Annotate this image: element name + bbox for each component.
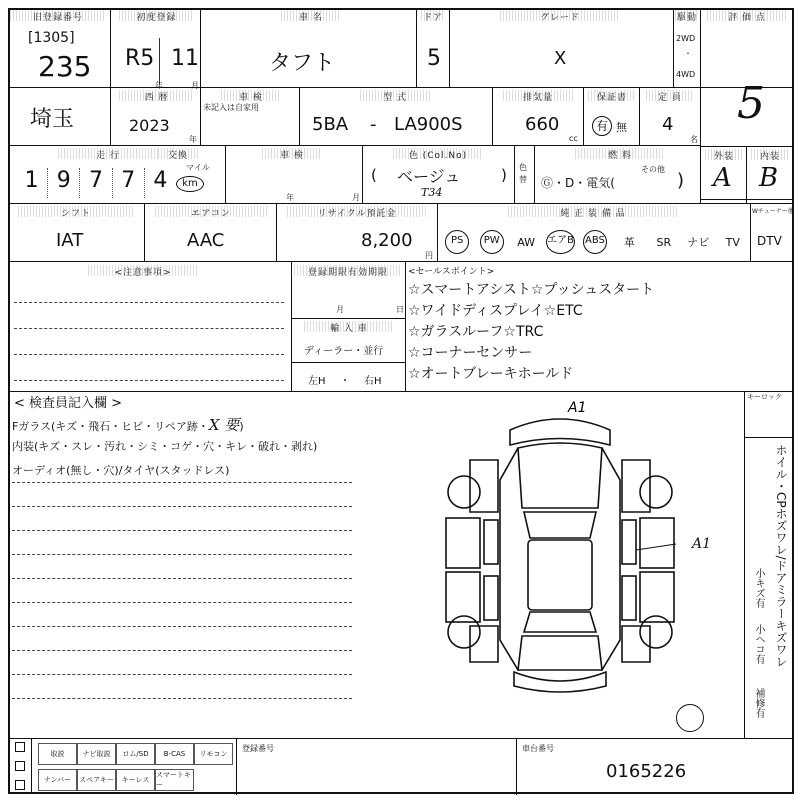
model-year-cell bbox=[111, 88, 201, 146]
prev-reg-label: 旧登録番号 bbox=[10, 10, 106, 21]
checks-row1 bbox=[38, 743, 233, 765]
footer-check-item[interactable]: リモコン bbox=[194, 743, 233, 765]
inspector-line bbox=[12, 650, 352, 651]
reg-day-unit: 日 bbox=[396, 305, 404, 314]
equipment-item: TV bbox=[725, 235, 740, 249]
meter-exchange-label: 交換 bbox=[158, 148, 198, 159]
lot-number: 235 bbox=[38, 50, 92, 83]
checks-row2 bbox=[38, 769, 194, 791]
damage-mark-front: A1 bbox=[568, 400, 587, 416]
displacement-cell bbox=[493, 88, 584, 146]
color-cell: 色 (Col.No) ( ベージュ ) T34 bbox=[363, 146, 515, 204]
inspector-line bbox=[12, 578, 352, 579]
steering-right: 右H bbox=[364, 376, 382, 387]
score-label: 評 価 点 bbox=[707, 10, 787, 21]
inspection2-cell bbox=[226, 146, 363, 204]
capacity-cell bbox=[640, 88, 701, 146]
model-year-label: 西 暦 bbox=[119, 90, 194, 101]
inspector-line bbox=[12, 506, 352, 507]
damage-mark-side: A1 bbox=[692, 536, 712, 552]
capacity-unit: 名 bbox=[690, 135, 698, 144]
doors: 5 bbox=[427, 46, 441, 71]
repair: 補修有 bbox=[753, 688, 764, 718]
shift: IAT bbox=[56, 230, 84, 251]
keylock-cell bbox=[745, 392, 794, 438]
inspector-line1 bbox=[12, 414, 244, 435]
color-change-cell bbox=[515, 146, 535, 204]
drive-2wd: 2WD bbox=[676, 34, 696, 43]
aircon-cell bbox=[145, 204, 277, 262]
footer-check-item[interactable]: ナビ取説 bbox=[77, 743, 116, 765]
footer-check-item[interactable]: スマートキー bbox=[155, 769, 194, 791]
inspector-line bbox=[12, 602, 352, 603]
sales-point: ☆コーナーセンサー bbox=[408, 345, 533, 361]
equipment-item: PW bbox=[474, 224, 508, 260]
small-scratch: 小キズ有 bbox=[753, 568, 764, 608]
inspector-line bbox=[12, 530, 352, 531]
sales-points-cell bbox=[406, 262, 794, 392]
equipment-item: PS bbox=[440, 224, 474, 260]
tuner-cell bbox=[751, 204, 794, 262]
fglass-close: ) bbox=[239, 420, 244, 433]
sales-point: ☆スマートアシスト☆プッシュスタート bbox=[408, 282, 655, 298]
reg-period-label: 登録期限有効期限 bbox=[294, 265, 402, 276]
displacement: 660 bbox=[525, 114, 560, 135]
doors-label: ドア bbox=[421, 10, 445, 21]
type-prefix: 5BA bbox=[312, 114, 349, 135]
inspector-line2: 内装(キズ・スレ・汚れ・シミ・コゲ・穴・キレ・破れ・剥れ) bbox=[12, 440, 318, 453]
interior-grade: B bbox=[759, 163, 779, 193]
shift-label: シフト bbox=[18, 206, 134, 217]
type-label: 型 式 bbox=[360, 90, 430, 101]
displacement-unit: cc bbox=[569, 134, 578, 143]
sales-points-list bbox=[408, 280, 788, 385]
aircon: AAC bbox=[187, 230, 225, 251]
spare-tire bbox=[676, 704, 704, 732]
checkbox-2[interactable] bbox=[15, 761, 25, 771]
fglass-mark: X 要 bbox=[208, 416, 240, 434]
interior-cell bbox=[747, 146, 794, 204]
equipment-item: エアB bbox=[543, 224, 577, 260]
grade-label: グレード bbox=[500, 10, 620, 21]
grade-cell bbox=[450, 8, 674, 88]
exterior-cell bbox=[701, 146, 747, 204]
capacity: 4 bbox=[662, 114, 674, 135]
reg-month: 11 bbox=[171, 46, 199, 71]
fglass-options: Fガラス(キズ・飛石・ヒビ・リペア跡・ bbox=[12, 420, 209, 433]
footer-check-item[interactable]: 取説 bbox=[38, 743, 77, 765]
front-bumper bbox=[510, 419, 610, 445]
fuel-close: ) bbox=[677, 170, 685, 191]
model-year-unit: 年 bbox=[189, 135, 197, 144]
footer bbox=[8, 738, 794, 794]
inspection2-label: 車 検 bbox=[262, 148, 322, 159]
mileage-digit: 4 bbox=[153, 168, 168, 193]
drive-sep: ・ bbox=[684, 49, 692, 58]
recycle-label: リサイクル預託金 bbox=[287, 206, 427, 217]
tuner-label: Wチューナー他 bbox=[752, 208, 794, 215]
reg-month-unit: 月 bbox=[336, 305, 344, 314]
equipment-label: 純 正 装 備 品 bbox=[508, 206, 678, 217]
inspector-line bbox=[12, 626, 352, 627]
footer-check-item[interactable]: ナンバー bbox=[38, 769, 77, 791]
steering-sep: ・ bbox=[340, 376, 350, 387]
equipment-item: SR bbox=[656, 235, 672, 249]
inspection2-month-unit: 月 bbox=[352, 193, 360, 202]
warranty-cell bbox=[584, 88, 640, 146]
steering-left: 左H bbox=[308, 376, 326, 387]
equipment-item: ナビ bbox=[687, 236, 710, 249]
inspector-title: < 検査員記入欄 > bbox=[14, 396, 123, 411]
displacement-label: 排気量 bbox=[503, 90, 573, 101]
equipment-item: ABS bbox=[578, 224, 612, 260]
doors-cell bbox=[417, 8, 450, 88]
mileage-digit: 7 bbox=[113, 168, 145, 198]
warranty-no: 無 bbox=[616, 121, 627, 134]
inspector-line3: オーディオ(無し・穴)/タイヤ(スタッドレス) bbox=[12, 464, 230, 477]
type-dash: - bbox=[370, 114, 377, 135]
sales-point: ☆ワイドディスプレイ☆ETC bbox=[408, 303, 583, 319]
inspection-label: 車 検 bbox=[221, 90, 281, 101]
caution-cell bbox=[8, 262, 292, 392]
shift-cell bbox=[8, 204, 145, 262]
fuel-label: 燃 料 bbox=[575, 148, 665, 159]
region: 埼玉 bbox=[30, 107, 75, 132]
caution-label: <注意事項> bbox=[88, 265, 198, 276]
footer-checkboxes bbox=[8, 738, 32, 794]
recycle-unit: 円 bbox=[425, 251, 433, 260]
type-model: LA900S bbox=[394, 114, 463, 135]
tuner: DTV bbox=[757, 234, 782, 248]
recycle-cell bbox=[277, 204, 438, 262]
unit-mile: マイル bbox=[186, 163, 210, 172]
fuel-cell bbox=[535, 146, 701, 204]
fuel-other: その他 bbox=[641, 165, 665, 174]
fuel-options: Ⓖ・D・電気( bbox=[541, 176, 615, 190]
color-label: 色 (Col.No) bbox=[393, 148, 483, 159]
car-name-cell bbox=[201, 8, 417, 88]
checkbox-3[interactable] bbox=[15, 780, 25, 790]
equipment-cell bbox=[438, 204, 751, 262]
equipment-list bbox=[440, 224, 750, 260]
keylock-label: キーロック bbox=[747, 393, 782, 401]
recycle: 8,200 bbox=[361, 230, 413, 251]
inspector-line bbox=[12, 698, 352, 699]
mileage-digit: 1 bbox=[16, 168, 48, 198]
first-reg-label: 初度登録 bbox=[119, 10, 194, 21]
aircon-label: エアコン bbox=[155, 206, 267, 217]
equipment-item: 革 bbox=[623, 236, 635, 249]
chassis-label: 車台番号 bbox=[522, 744, 554, 753]
inspector-line bbox=[12, 554, 352, 555]
mileage-digits bbox=[16, 168, 176, 198]
footer-check-item[interactable]: ロム/SD bbox=[116, 743, 155, 765]
exterior-label: 外装 bbox=[705, 149, 743, 160]
first-reg-cell bbox=[111, 8, 201, 88]
lot-bracket: [1305] bbox=[28, 30, 75, 46]
small-dent: 小ヘコ有 bbox=[753, 624, 764, 664]
checkbox-1[interactable] bbox=[15, 742, 25, 752]
sales-point: ☆ガラスルーフ☆TRC bbox=[408, 324, 544, 340]
footer-check-item[interactable]: キーレス bbox=[116, 769, 155, 791]
color: ベージュ bbox=[397, 167, 461, 186]
mileage-cell bbox=[8, 146, 226, 204]
drive-label: 駆動 bbox=[675, 10, 699, 21]
type-cell bbox=[300, 88, 493, 146]
lot-cell bbox=[8, 8, 111, 88]
inspection2-year-unit: 年 bbox=[286, 193, 294, 202]
sales-point-label: <セールスポイント> bbox=[408, 267, 495, 277]
exterior-grade: A bbox=[713, 163, 732, 193]
car-name-label: 車 名 bbox=[281, 10, 341, 21]
grade: X bbox=[554, 48, 567, 69]
capacity-label: 定 員 bbox=[646, 90, 694, 101]
month-unit: 月 bbox=[191, 81, 199, 90]
footer-check-item[interactable]: B-CAS bbox=[155, 743, 194, 765]
color-change-label: 色替 bbox=[519, 163, 527, 184]
unit-km: km bbox=[176, 176, 204, 192]
chassis-no: 0165226 bbox=[606, 761, 687, 782]
inspection-cell bbox=[201, 88, 300, 146]
inspection-note: 未記入は自家用 bbox=[203, 103, 259, 112]
inspector-line bbox=[12, 482, 352, 483]
region-cell bbox=[8, 88, 111, 146]
import-value: ディーラー・並行 bbox=[304, 346, 384, 357]
equipment-item: AW bbox=[517, 235, 535, 249]
inspector-line bbox=[12, 674, 352, 675]
registration-cell bbox=[292, 262, 406, 392]
interior-label: 内装 bbox=[751, 149, 789, 160]
warranty-yes: 有 bbox=[592, 116, 612, 136]
score: 5 bbox=[737, 78, 765, 129]
mileage-digit: 7 bbox=[80, 168, 112, 198]
year-unit: 年 bbox=[155, 81, 163, 90]
drive-cell bbox=[674, 8, 701, 88]
mileage-digit: 9 bbox=[48, 168, 80, 198]
import-label: 輸 入 車 bbox=[304, 321, 394, 332]
mileage-label: 走 行 bbox=[58, 148, 158, 159]
footer-check-item[interactable]: スペアキー bbox=[77, 769, 116, 791]
drive-4wd: 4WD bbox=[676, 70, 696, 79]
side-panel bbox=[745, 392, 794, 738]
reg-no-label: 登録番号 bbox=[242, 744, 274, 753]
car-name: タフト bbox=[269, 51, 336, 76]
side-vertical-text: ホイル・CPホズワレ/ドアミラーキズワレ bbox=[774, 444, 788, 668]
color-code: T34 bbox=[421, 186, 443, 199]
model-year: 2023 bbox=[129, 116, 170, 135]
warranty-label: 保証書 bbox=[588, 90, 636, 101]
car-diagram bbox=[440, 400, 680, 700]
era-year: R5 bbox=[125, 46, 155, 71]
sales-point: ☆オートブレーキホールド bbox=[408, 366, 574, 382]
